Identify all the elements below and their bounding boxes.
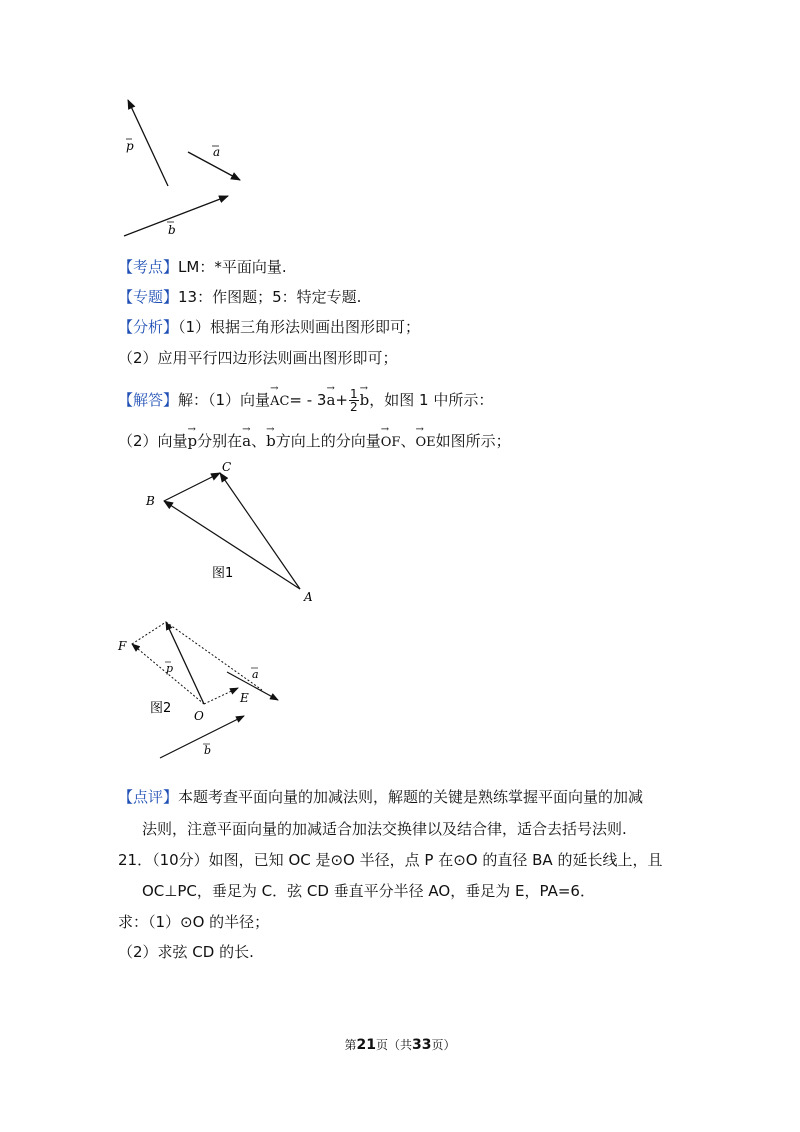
vector-figure-top <box>110 90 260 245</box>
label-b-fig2: b <box>204 744 212 757</box>
label-p-fig2: p <box>166 662 174 675</box>
point-f: F <box>118 639 127 653</box>
vec-of: OF → <box>381 430 401 454</box>
vec-oe: OE → <box>415 430 435 454</box>
dianping-tag: 【点评】 <box>118 788 179 806</box>
fenxi-line2 <box>118 347 398 369</box>
vec-a-2: a → <box>242 430 251 452</box>
kaodian-text: LM：*平面向量. <box>178 258 287 276</box>
fenxi-text2: （2）应用平行四边形法则画出图形即可； <box>118 349 398 367</box>
jieda-eq: = - 3 <box>289 391 327 409</box>
total-pages: 33 <box>412 1037 432 1053</box>
vector-bc <box>164 473 220 501</box>
vector-oe <box>204 688 238 704</box>
jieda-prefix: 解：（1）向量 <box>178 391 271 409</box>
jieda-line2-suffix: 如图所示； <box>435 432 511 450</box>
problem21-line4: （2）求弦 CD 的长. <box>118 943 254 961</box>
fig1-caption: 图1 <box>212 566 234 581</box>
zhuanti-text: 13：作图题；5：特定专题. <box>178 288 362 306</box>
point-e: E <box>240 691 249 705</box>
fenxi-tag: 【分析】 <box>118 318 179 336</box>
jieda-line2-prefix: （2）向量 <box>118 432 188 450</box>
zhuanti-tag: 【专题】 <box>118 288 179 306</box>
current-page: 21 <box>356 1037 376 1053</box>
vector-p <box>128 100 168 186</box>
fenxi-text1: （1）根据三角形法则画出图形即可； <box>178 318 421 336</box>
sep-1: 、 <box>251 432 267 450</box>
jieda-line1 <box>118 388 493 413</box>
jieda-tag: 【解答】 <box>118 391 179 409</box>
jieda-plus: + <box>335 391 348 409</box>
sep-2: 、 <box>400 432 416 450</box>
page-footer: 第21页（共33页） <box>344 1037 456 1053</box>
kaodian-line <box>118 256 287 278</box>
jieda-line2-mid2: 方向上的分向量 <box>275 432 381 450</box>
zhuanti-line <box>118 286 361 308</box>
jieda-line2 <box>118 430 511 454</box>
vec-b-1: b → <box>360 389 370 411</box>
dianping-line1 <box>118 786 643 808</box>
dianping-line2 <box>142 818 627 840</box>
fig2-caption: 图2 <box>150 701 172 716</box>
point-b: B <box>146 494 155 508</box>
kaodian-tag: 【考点】 <box>118 258 179 276</box>
dianping-text1: 本题考查平面向量的加减法则，解题的关键是熟练掌握平面向量的加减 <box>178 788 644 806</box>
point-c: C <box>222 460 232 474</box>
vec-a-1: a → <box>326 389 335 411</box>
vec-ac: AC → <box>270 389 289 413</box>
label-p: p <box>126 139 134 153</box>
vector-b <box>124 196 228 236</box>
problem21-line1: 21．（10分）如图，已知 OC 是⊙O 半径，点 P 在⊙O 的直径 BA 的延长线上，且 <box>118 851 663 869</box>
label-a: a <box>213 145 221 159</box>
point-o: O <box>194 709 204 723</box>
vec-b-2: b → <box>266 430 276 452</box>
jieda-line2-mid1: 分别在 <box>197 432 243 450</box>
fenxi-line1 <box>118 316 420 338</box>
vec-p: p → <box>188 430 198 452</box>
figure-2 <box>112 612 292 772</box>
point-a: A <box>304 590 313 604</box>
jieda-suffix: ，如图 1 中所示： <box>369 391 494 409</box>
dianping-text2: 法则，注意平面向量的加减适合加法交换律以及结合律，适合去括号法则. <box>142 820 627 838</box>
label-a-fig2: a <box>252 668 259 681</box>
fraction-half: $\frac{1}{2}$ <box>350 387 358 414</box>
label-b: b <box>168 223 176 237</box>
problem21-line3: 求：（1）⊙O 的半径； <box>118 913 270 931</box>
figure-1 <box>140 455 330 605</box>
problem21-line2: OC⊥PC，垂足为 C．弦 CD 垂直平分半径 AO，垂足为 E，PA=6． <box>142 882 595 900</box>
